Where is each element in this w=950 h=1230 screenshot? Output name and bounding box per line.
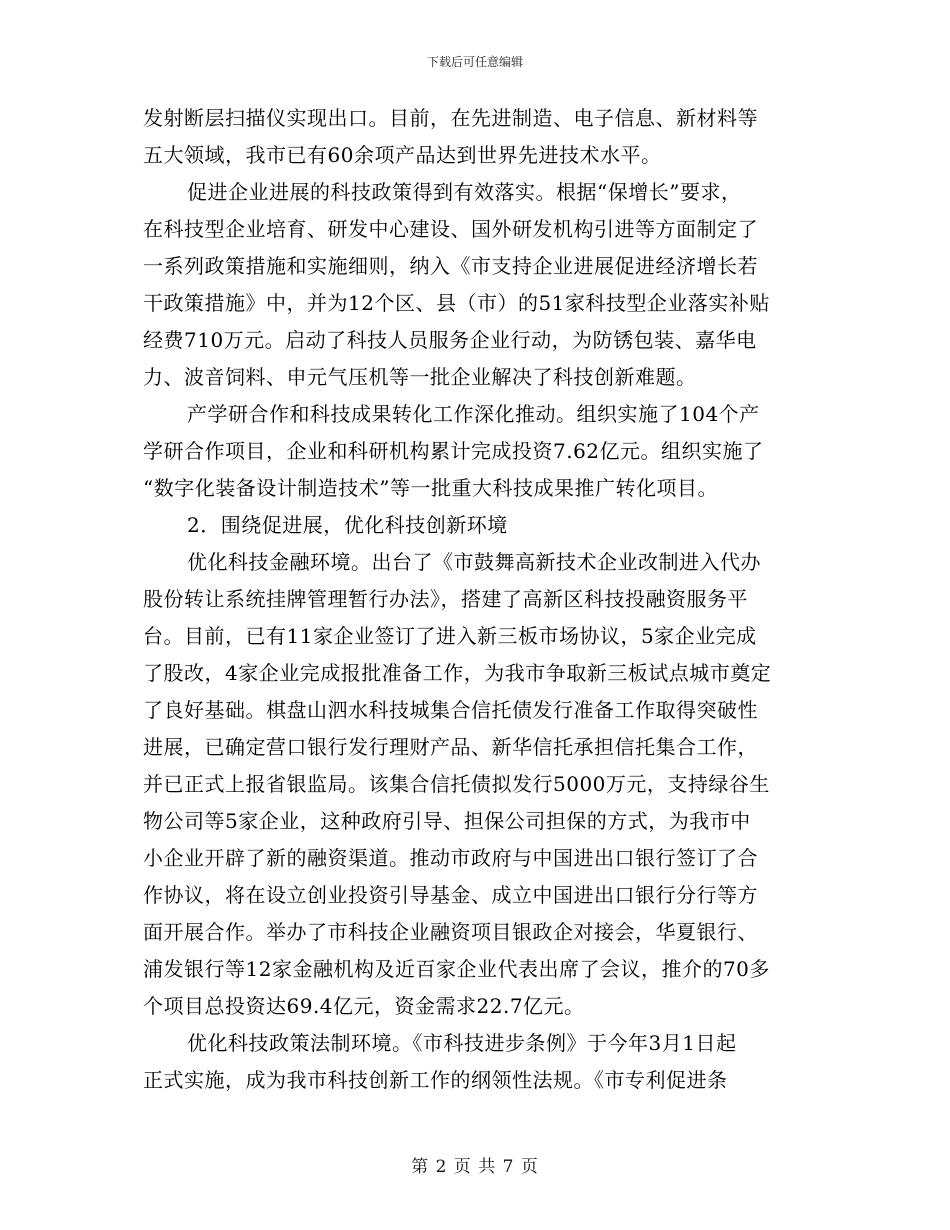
text-line: 促进企业进展的科技政策得到有效落实。根据“保增长”要求，	[187, 180, 742, 204]
text-line: 2．围绕促进展，优化科技创新环境	[187, 513, 508, 537]
page-header: 下载后可任意编辑	[426, 55, 523, 69]
text-line: 台。目前，已有11家企业签订了进入新三板市场协议，5家企业完成	[143, 624, 757, 648]
text-line: 优化科技金融环境。出台了《市鼓舞高新技术企业改制进入代办	[187, 550, 761, 574]
text-line: 了股改，4家企业完成报批准备工作，为我市争取新三板试点城市奠定	[143, 661, 772, 685]
paragraph	[143, 544, 815, 1025]
text-line: 力、波音饲料、申元气压机等一批企业解决了科技创新难题。	[143, 365, 697, 389]
text-line: 学研合作项目，企业和科研机构累计完成投资7.62亿元。组织实施了	[143, 439, 764, 463]
text-line: 一系列政策措施和实施细则，纳入《市支持企业进展促进经济增长若	[143, 254, 758, 278]
text-line: 并已正式上报省银监局。该集合信托债拟发行5000万元，支持绿谷生	[143, 772, 770, 796]
text-line: 经费710万元。启动了科技人员服务企业行动，为防锈包装、嘉华电	[143, 328, 757, 352]
text-line: 产学研合作和科技成果转化工作深化推动。组织实施了104个产	[187, 402, 760, 426]
paragraph	[143, 1025, 815, 1099]
paragraph	[143, 100, 815, 174]
paragraph	[143, 396, 815, 507]
text-line: 个项目总投资达69.4亿元，资金需求22.7亿元。	[143, 994, 585, 1018]
document-body	[143, 100, 815, 1099]
text-line: 优化科技政策法制环境。《市科技进步条例》于今年3月1日起	[187, 1031, 737, 1055]
text-line: 作协议，将在设立创业投资引导基金、成立中国进出口银行分行等方	[143, 883, 758, 907]
text-line: 浦发银行等12家金融机构及近百家企业代表出席了会议，推介的70多	[143, 957, 770, 981]
text-line: 小企业开辟了新的融资渠道。推动市政府与中国进出口银行签订了合	[143, 846, 758, 870]
text-line: 发射断层扫描仪实现出口。目前，在先进制造、电子信息、新材料等	[143, 106, 758, 130]
text-line: 在科技型企业培育、研发中心建设、国外研发机构引进等方面制定了	[143, 217, 758, 241]
text-line: 五大领域，我市已有60余项产品达到世界先进技术水平。	[143, 143, 662, 167]
section-heading	[143, 507, 815, 544]
text-line: 进展，已确定营口银行发行理财产品、新华信托承担信托集合工作，	[143, 735, 758, 759]
text-line: 干政策措施》中，并为12个区、县（市）的51家科技型企业落实补贴	[143, 291, 770, 315]
text-line: 物公司等5家企业，这种政府引导、担保公司担保的方式，为我市中	[143, 809, 751, 833]
text-line: 面开展合作。举办了市科技企业融资项目银政企对接会，华夏银行、	[143, 920, 758, 944]
page-footer: 第 2 页 共 7 页	[411, 1157, 539, 1177]
text-line: 股份转让系统挂牌管理暂行办法》，搭建了高新区科技投融资服务平	[143, 587, 748, 611]
text-line: 正式实施，成为我市科技创新工作的纲领性法规。《市专利促进条	[143, 1068, 728, 1092]
text-line: “数字化装备设计制造技术”等一批重大科技成果推广转化项目。	[143, 476, 718, 500]
paragraph	[143, 174, 815, 396]
text-line: 了良好基础。棋盘山泗水科技城集合信托债发行准备工作取得突破性	[143, 698, 758, 722]
